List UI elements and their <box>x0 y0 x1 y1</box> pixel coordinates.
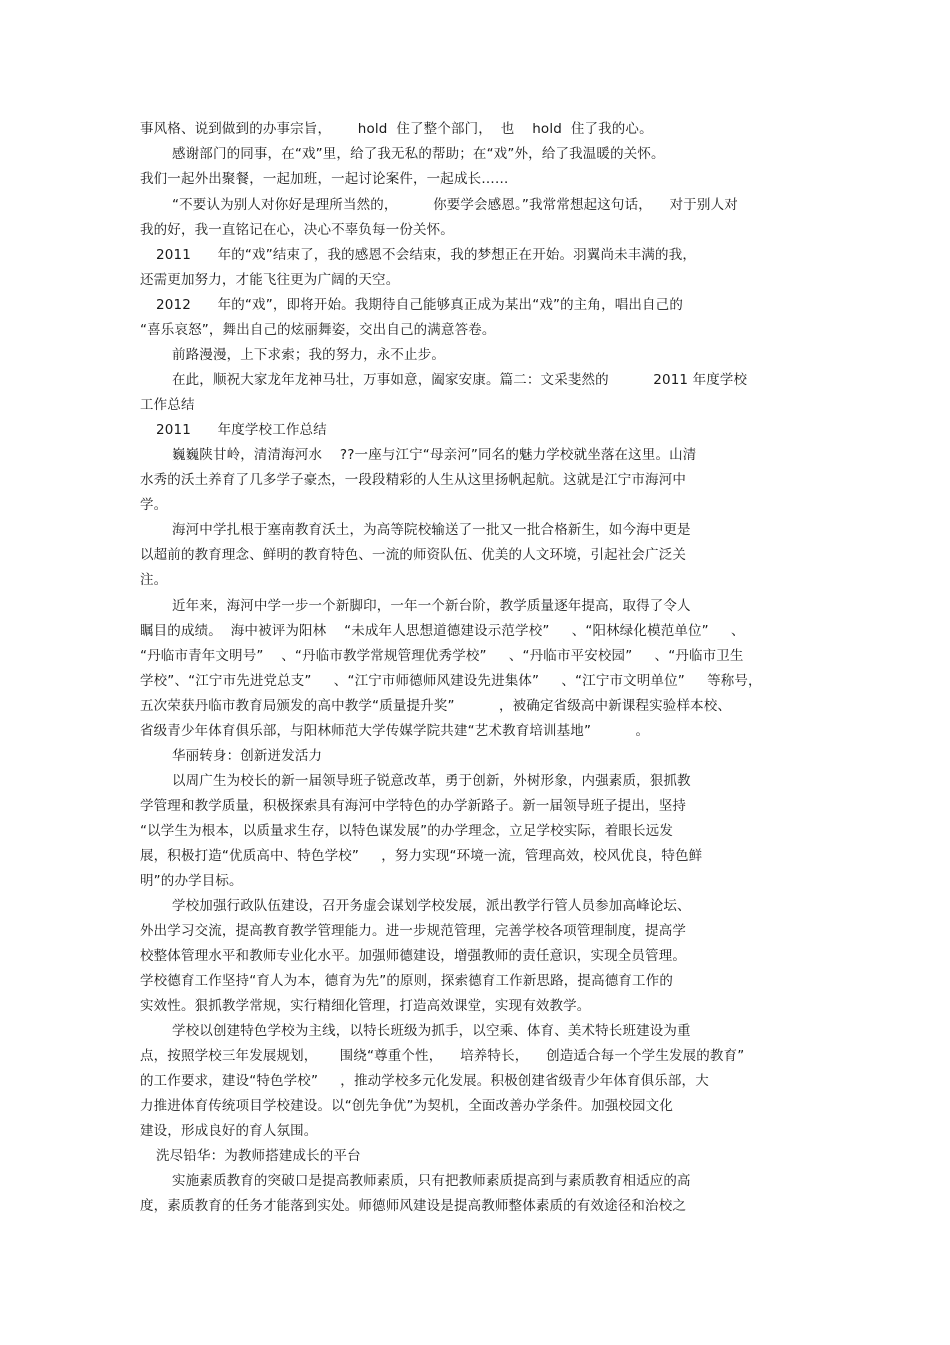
text-line: 感谢部门的同事，在“戏”里，给了我无私的帮助；在“戏”外，给了我温暖的关怀。 <box>172 146 665 162</box>
text-line: 学。 <box>140 497 168 513</box>
text-line: 学校以创建特色学校为主线，以特长班级为抓手，以空乘、体育、美术特长班建设为重 <box>172 1023 691 1039</box>
text-line: 学校德育工作坚持“育人为本，德育为先”的原则，探索德育工作新思路，提高德育工作的 <box>140 973 673 989</box>
text-line: 还需更加努力，才能飞往更为广阔的天空。 <box>140 272 400 288</box>
text-line: 实施素质教育的突破口是提高教师素质，只有把教师素质提高到与素质教育相适应的高 <box>172 1173 691 1189</box>
text-line: 外出学习交流，提高教育教学管理能力。进一步规范管理，完善学校各项管理制度，提高学 <box>140 923 686 939</box>
text-line: 省级青少年体育俱乐部，与阳林师范大学传媒学院共建“艺术教育培训基地” 。 <box>140 723 650 739</box>
text-line: 学管理和教学质量，积极探索具有海河中学特色的办学新路子。新一届领导班子提出，坚持 <box>140 798 686 814</box>
text-line: 我的好，我一直铭记在心，决心不辜负每一份关怀。 <box>140 222 454 238</box>
text-line: 水秀的沃土养育了几多学子豪杰，一段段精彩的人生从这里扬帆起航。这就是江宁市海河中 <box>140 472 686 488</box>
text-line: “以学生为根本，以质量求生存，以特色谋发展”的办学理念，立足学校实际，着眼长远发 <box>140 823 673 839</box>
section-heading: 2011 年度学校工作总结 <box>156 422 327 438</box>
text-line: “不要认为别人对你好是理所当然的， 你要学会感恩。”我常常想起这句话， 对于别人对 <box>172 197 738 213</box>
text-line: 学校”、“江宁市先进党总支” 、“江宁市师德师风建设先进集体” 、“江宁市文明单位” 等称号， <box>140 673 762 689</box>
text-line: 在此，顺祝大家龙年龙神马壮，万事如意，阖家安康。篇二：文采斐然的 2011 年度学校 <box>172 372 748 388</box>
text-line: 巍巍陕甘岭，清清海河水 ??一座与江宁“母亲河”同名的魅力学校就坐落在这里。山清 <box>172 447 697 463</box>
text-line: 五次荣获丹临市教育局颁发的高中教学“质量提升奖” ，被确定省级高中新课程实验样本校、 <box>140 698 732 714</box>
text-line: 2011 年的“戏”结束了，我的感恩不会结束，我的梦想正在开始。羽翼尚未丰满的我， <box>156 247 696 263</box>
text-line: 近年来，海河中学一步一个新脚印，一年一个新台阶，教学质量逐年提高，取得了令人 <box>172 598 691 614</box>
text-line: 2012 年的“戏”，即将开始。我期待自己能够真正成为某出“戏”的主角，唱出自己的 <box>156 297 683 313</box>
text-line: 校整体管理水平和教师专业化水平。加强师德建设，增强教师的责任意识，实现全员管理。 <box>140 948 686 964</box>
text-line: 学校加强行政队伍建设，召开务虚会谋划学校发展，派出教学行管人员参加高峰论坛、 <box>172 898 691 914</box>
text-line: 点，按照学校三年发展规划， 围绕“尊重个性， 培养特长， 创造适合每一个学生发展的教育” <box>140 1048 745 1064</box>
section-heading: 洗尽铅华：为教师搭建成长的平台 <box>156 1148 361 1164</box>
text-line: 以周广生为校长的新一届领导班子锐意改革，勇于创新，外树形象，内强素质，狠抓教 <box>172 773 691 789</box>
text-line: 注。 <box>140 572 168 588</box>
text-line: 工作总结 <box>140 397 195 413</box>
text-line: “喜乐哀怒”，舞出自己的炫丽舞姿，交出自己的满意答卷。 <box>140 322 496 338</box>
text-line: 事风格、说到做到的办事宗旨， hold 住了整个部门， 也 hold 住了我的心。 <box>140 121 653 137</box>
text-line: 明”的办学目标。 <box>140 873 243 889</box>
text-line: 前路漫漫，上下求索；我的努力，永不止步。 <box>172 347 445 363</box>
text-line: 海河中学扎根于塞南教育沃土，为高等院校输送了一批又一批合格新生，如今海中更是 <box>172 522 691 538</box>
text-line: “丹临市青年文明号” 、“丹临市教学常规管理优秀学校” 、“丹临市平安校园” 、“丹临市卫生 <box>140 648 744 664</box>
text-line: 的工作要求，建设“特色学校” ，推动学校多元化发展。积极创建省级青少年体育俱乐部，大 <box>140 1073 709 1089</box>
text-line: 建设，形成良好的育人氛围。 <box>140 1123 318 1139</box>
text-line: 以超前的教育理念、鲜明的教育特色、一流的师资队伍、优美的人文环境，引起社会广泛关 <box>140 547 686 563</box>
text-line: 力推进体育传统项目学校建设。以“创先争优”为契机，全面改善办学条件。加强校园文化 <box>140 1098 673 1114</box>
section-heading: 华丽转身：创新迸发活力 <box>172 748 323 764</box>
text-line: 我们一起外出聚餐，一起加班，一起讨论案件，一起成长…… <box>140 171 509 187</box>
text-line: 实效性。狠抓教学常规，实行精细化管理，打造高效课堂，实现有效教学。 <box>140 998 591 1014</box>
text-line: 度，素质教育的任务才能落到实处。师德师风建设是提高教师整体素质的有效途径和治校之 <box>140 1198 686 1214</box>
text-line: 瞩目的成绩。 海中被评为阳林 “未成年人思想道德建设示范学校” 、“阳林绿化模范单位” 、 <box>140 623 745 639</box>
text-line: 展，积极打造“优质高中、特色学校” ，努力实现“环境一流，管理高效，校风优良，特色鲜 <box>140 848 703 864</box>
